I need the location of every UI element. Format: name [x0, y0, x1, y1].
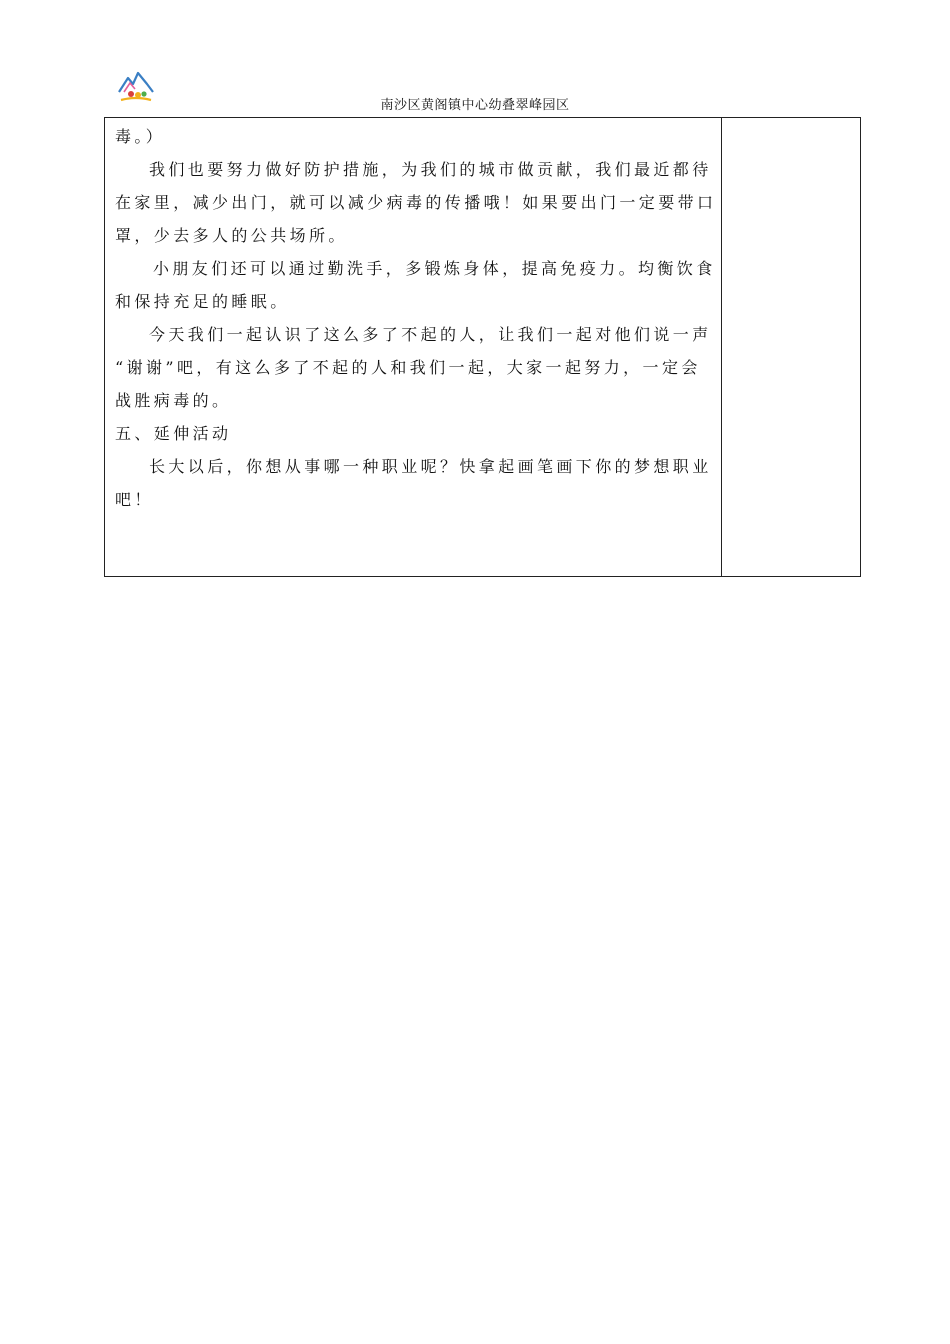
- header-title: 南沙区黄阁镇中心幼叠翠峰园区: [380, 98, 570, 113]
- content-line: 长大以后，你想从事哪一种职业呢？快拿起画笔画下你的梦想职业: [149, 457, 712, 476]
- content-line: 今天我们一起认识了这么多了不起的人，让我们一起对他们说一声: [149, 325, 712, 344]
- section-heading: 五、延伸活动: [115, 424, 232, 443]
- content-line: 小朋友们还可以通过勤洗手，多锻炼身体，提高免疫力。均衡饮食: [153, 259, 716, 278]
- lesson-plan-table: [104, 117, 861, 577]
- content-cell: [105, 118, 722, 576]
- content-line: 我们也要努力做好防护措施，为我们的城市做贡献，我们最近都待: [149, 160, 712, 179]
- content-line: 战胜病毒的。: [115, 391, 232, 410]
- content-line: 吧！: [115, 490, 154, 509]
- content-line: “谢谢”吧，有这么多了不起的人和我们一起，大家一起努力，一定会: [115, 358, 701, 377]
- content-line: 在家里，减少出门，就可以减少病毒的传播哦！如果要出门一定要带口: [115, 193, 717, 212]
- content-line: 毒。）: [115, 127, 166, 146]
- content-line: 罩，少去多人的公共场所。: [115, 226, 348, 245]
- notes-cell: [722, 118, 860, 576]
- content-line: 和保持充足的睡眠。: [115, 292, 290, 311]
